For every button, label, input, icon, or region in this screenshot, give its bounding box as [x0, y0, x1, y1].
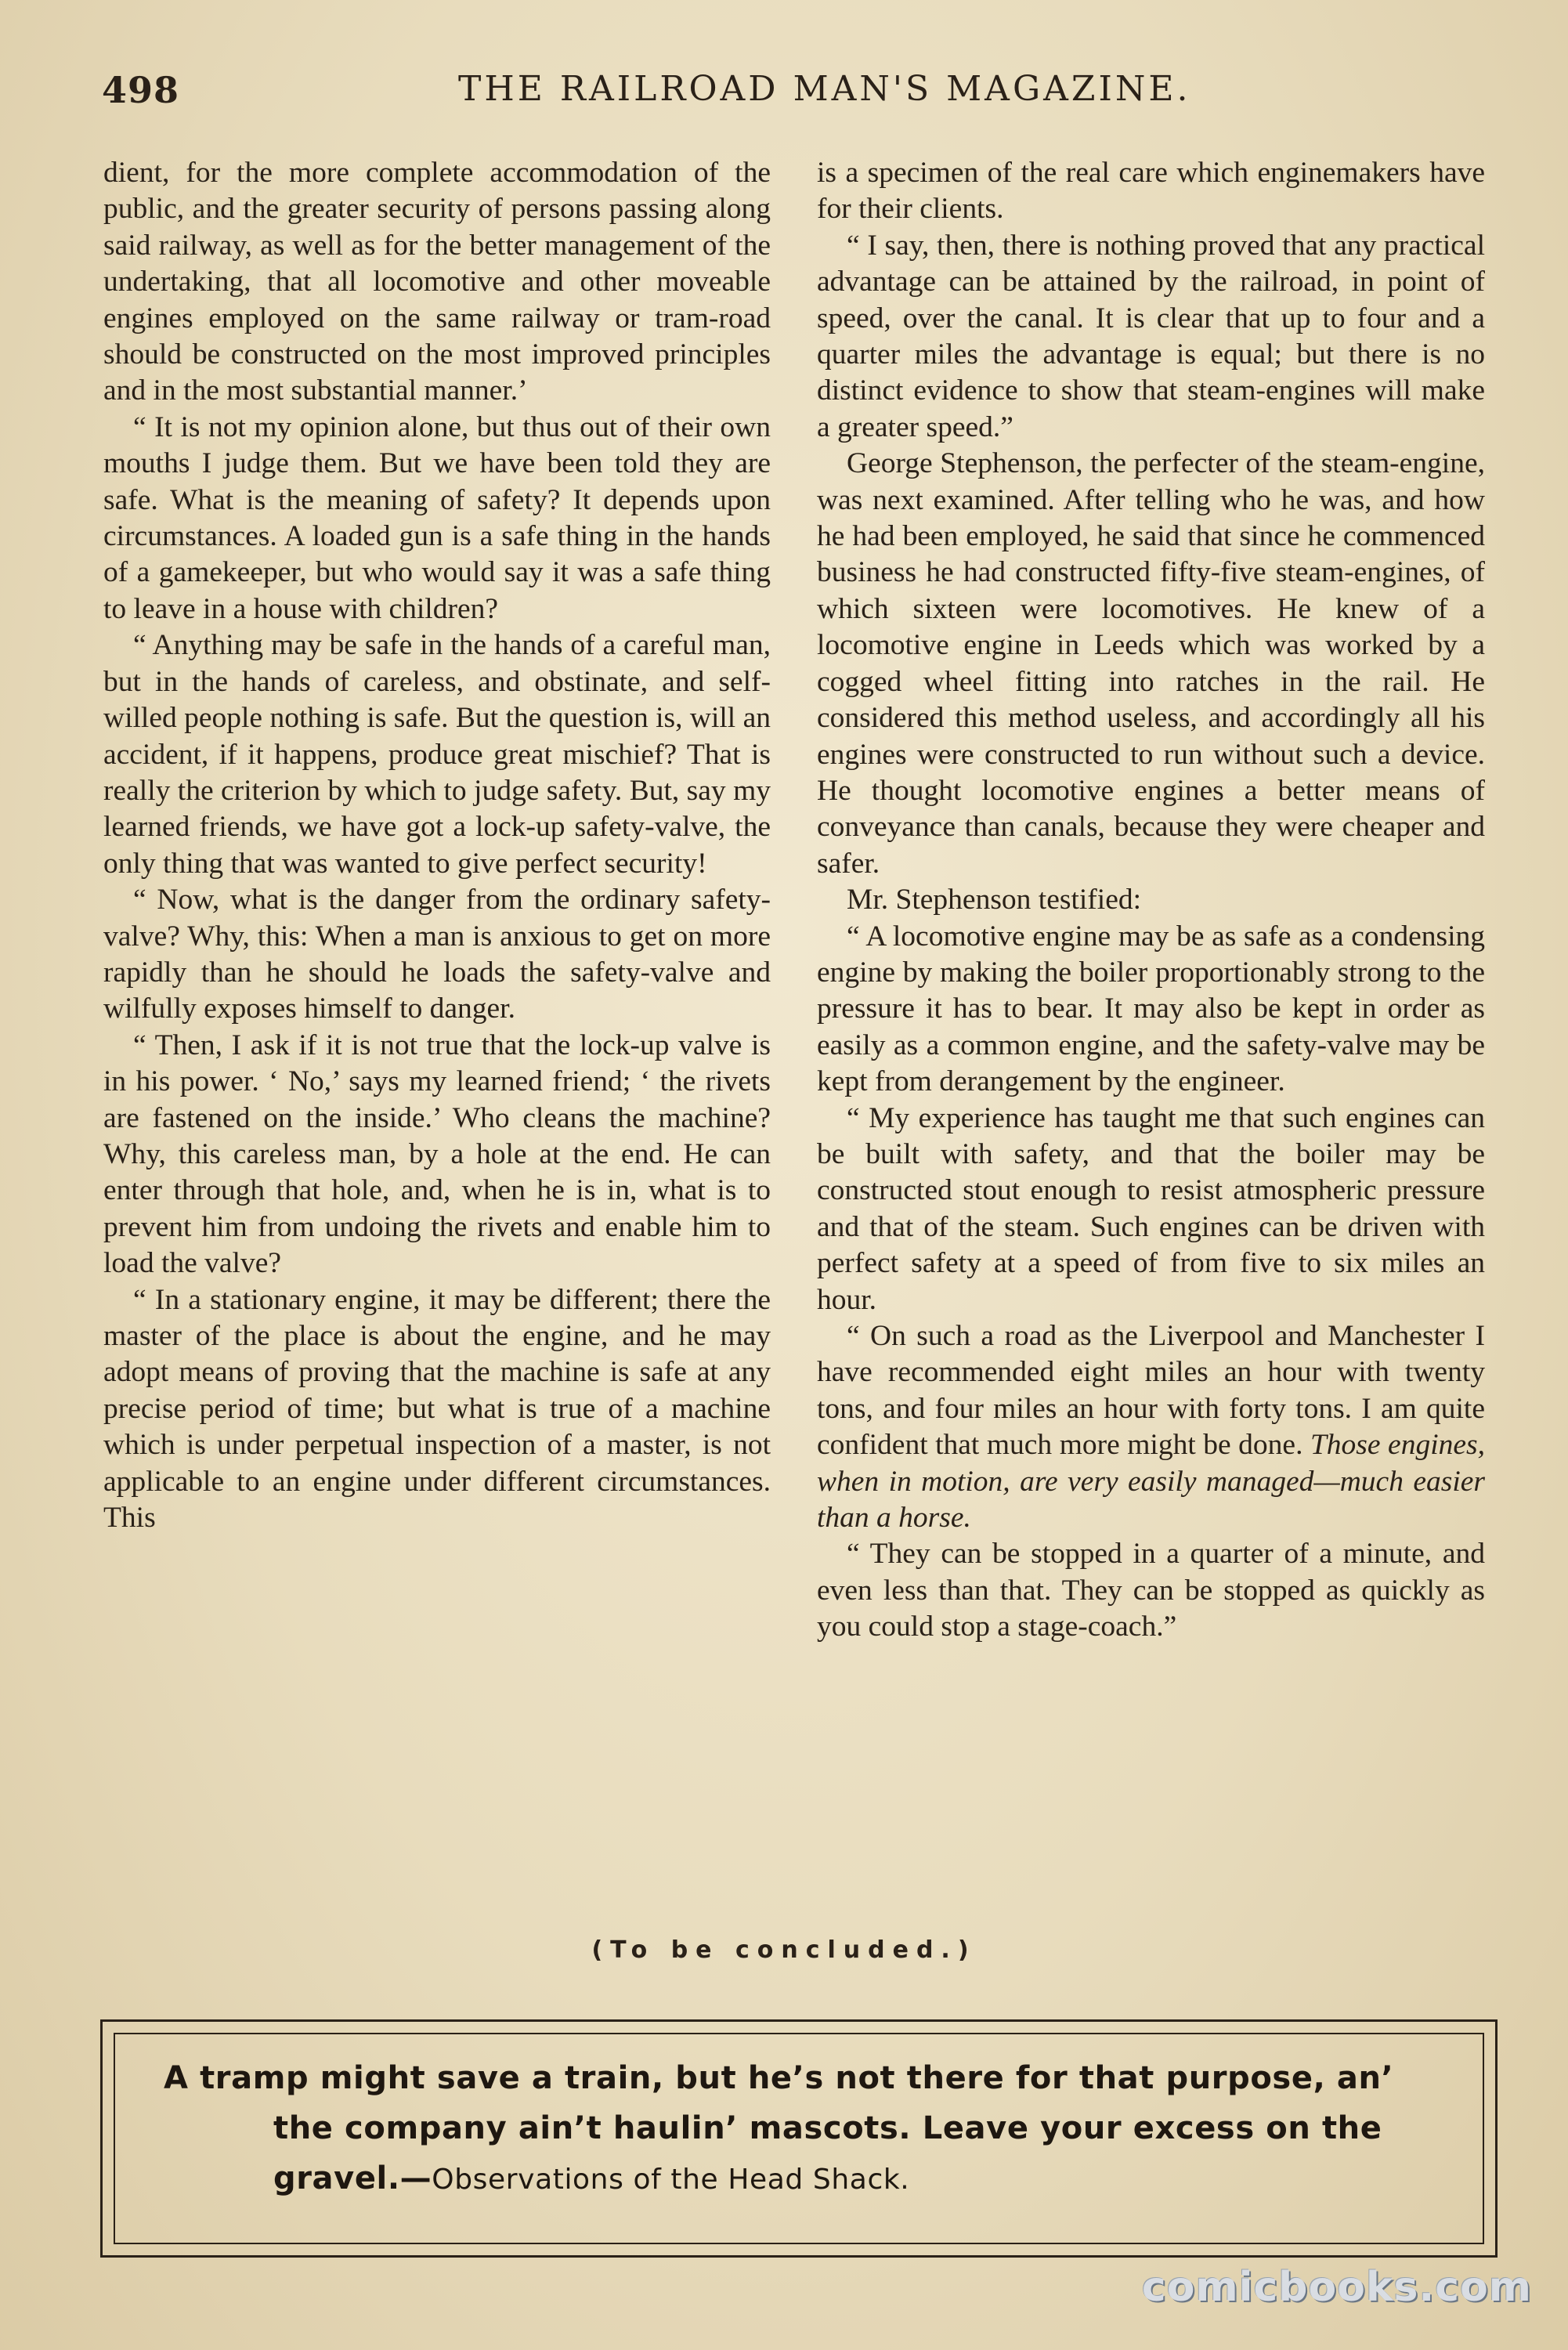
paragraph: Mr. Stephenson testified:	[847, 884, 1142, 916]
paragraph: “ My experience has taught me that such engines can be built with safety, and that the boiler may be constructed stout enough to resist atmospheric pressure and that of the steam. Such engines can be driven with perfect safety at a speed of from five to six miles an hour.	[817, 1101, 1485, 1316]
magazine-title: THE RAILROAD MAN'S MAGAZINE.	[458, 69, 1191, 109]
boxed-quote	[100, 2019, 1498, 2258]
paragraph: “ Now, what is the danger from the ordinary safety-valve? Why, this: When a man is anxious to get on more rapidly than he should he loads the safety-valve and wilfully exposes himself to danger.	[103, 884, 771, 1025]
paragraph: “ In a stationary engine, it may be different; there the master of the place is about the engine, and he may adopt means of proving that the machine is safe at any precise period of time; but what is true of a machine which is under perpetual inspection of a master, is not applicable to an engine under different circumstances. This	[103, 1283, 771, 1535]
quote-line-3-text: gravel.—	[273, 2160, 432, 2196]
italic-quote: Those engines, when in motion, are very easily managed—much easier than a horse.	[817, 1429, 1485, 1535]
paragraph: “ A locomotive engine may be as safe as a condensing engine by making the boiler proportionably strong to the pressure it has to bear. It may also be kept in order as easily as a common engine, and the safety-valve may be kept from derangement by the engineer.	[817, 920, 1485, 1098]
quote-line-1: A tramp might save a train, but he’s not there for that purpose, an’	[164, 2060, 1394, 2096]
paragraph: George Stephenson, the perfecter of the steam-engine, was next examined. After telling who he was, and how he had been employed, he said that since he commenced business he had constructed fifty-five steam-engines, of which sixteen were locomotives. He knew of a locomotive engine in Leeds which was worked by a cogged wheel fitting into ratches in the rail. He considered this method useless, and accordingly all his engines were constructed to run without such a device. He thought locomotive engines a better means of conveyance than canals, because they were cheaper and safer.	[817, 447, 1485, 880]
paragraph: is a specimen of the real care which enginemakers have for their clients.	[817, 157, 1485, 226]
quote-attribution: Observations of the Head Shack.	[432, 2164, 910, 2196]
paragraph	[817, 1318, 1485, 1536]
page-header	[102, 69, 1482, 124]
paragraph: “ It is not my opinion alone, but thus out of their own mouths I judge them. But we have been told they are safe. What is the meaning of safety? It depends upon circumstances. A loaded gun is a safe thing in the hands of a gamekeeper, but who would say it was a safe thing to leave in a house with children?	[103, 410, 771, 625]
right-column	[817, 155, 1485, 1646]
paragraph: “ They can be stopped in a quarter of a minute, and even less than that. They can be stopped as quickly as you could stop a stage-coach.”	[817, 1538, 1485, 1643]
continuation-note: (To be concluded.)	[591, 1936, 977, 1964]
watermark: comicbooks.com	[1141, 2264, 1532, 2311]
quote-line-3	[164, 2153, 1433, 2205]
left-column	[103, 155, 771, 1536]
quote-line-2: the company ain’t haulin’ mascots. Leave your excess on the	[273, 2110, 1382, 2146]
paragraph: “ I say, then, there is nothing proved that any practical advantage can be attained by the railroad, in point of speed, over the canal. It is clear that up to four and a quarter miles the advantage is equal; but there is no distinct evidence to show that steam-engines will make a greater speed.”	[817, 229, 1485, 443]
paragraph: “ Anything may be safe in the hands of a careful man, but in the hands of careless, and obstinate, and self-willed people nothing is safe. But the question is, will an accident, if it happens, produce great mischief? That is really the criterion by which to judge safety. But, say my learned friends, we have got a lock-up safety-valve, the only thing that was wanted to give perfect security!	[103, 629, 771, 880]
paragraph: “ Then, I ask if it is not true that the lock-up valve is in his power. ‘ No,’ says my learned friend; ‘ the rivets are fastened on the inside.’ Who cleans the machine? Why, this careless man, by a hole at the end. He can enter through that hole, and, when he is in, what is to prevent him from undoing the rivets and enable him to load the valve?	[103, 1029, 771, 1280]
page-number: 498	[102, 69, 180, 111]
paragraph: dient, for the more complete accommodation of the public, and the greater security of persons passing along said railway, as well as for the better management of the undertaking, that all locomotive and other moveable engines employed on the same railway or tram-road should be constructed on the most improved principles and in the most substantial manner.’	[103, 157, 771, 407]
paragraph-text: “ On such a road as the Liverpool and Manchester I have recommended eight miles an hour with twenty tons, and four miles an hour with forty tons. I am quite confident that much more might be done.	[817, 1320, 1485, 1462]
boxed-quote-text	[164, 2053, 1433, 2205]
